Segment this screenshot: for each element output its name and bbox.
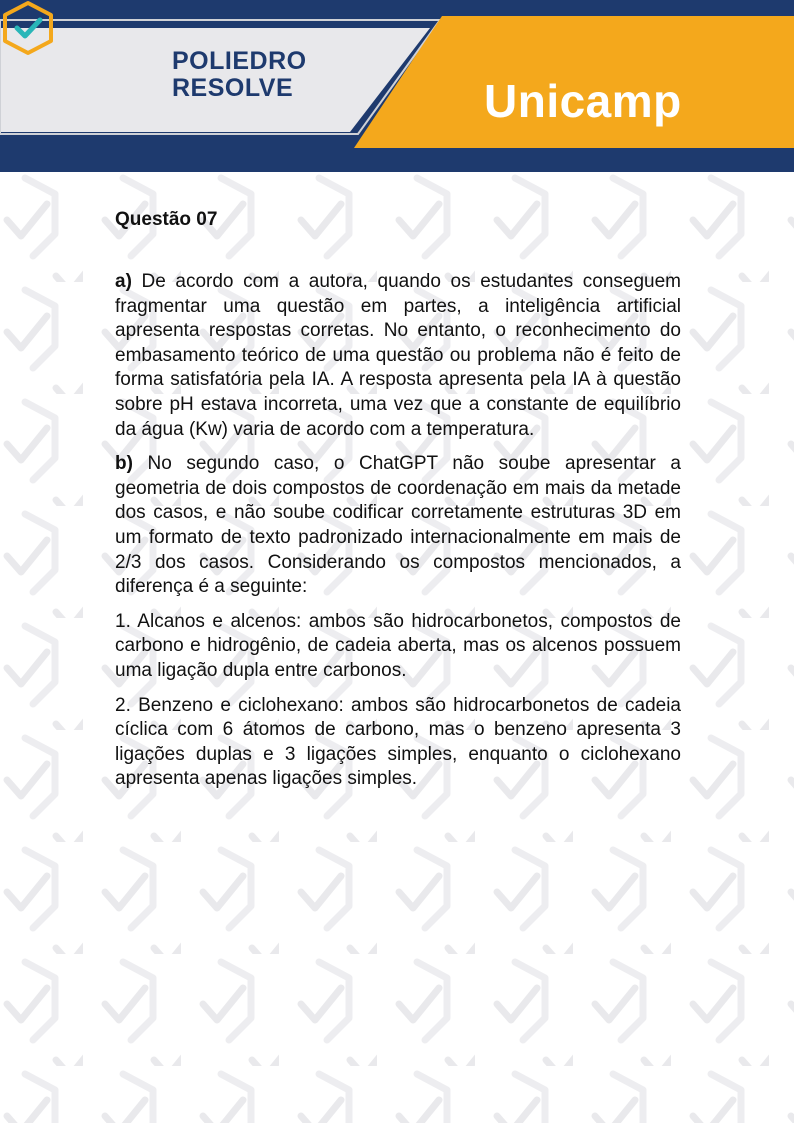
paragraph-text: 1. Alcanos e alcenos: ambos são hidrocarbonetos, compostos de carbono e hidrogênio, de cadeia aberta, mas os alcenos possuem uma ligação dupla entre carbonos. xyxy=(115,610,681,681)
question-title: Questão 07 xyxy=(115,209,218,230)
question-content xyxy=(115,208,681,802)
answer-paragraph-b xyxy=(115,452,681,600)
answer-item-2 xyxy=(115,694,681,792)
page-header xyxy=(0,0,794,172)
exam-title: Unicamp xyxy=(484,75,682,127)
paragraph-text: De acordo com a autora, quando os estudantes conseguem fragmentar uma questão em partes, a inteligência artificial apresenta respostas corretas. No entanto, o reconhecimento do embasamento teórico de uma questão ou problema não é feito de forma satisfatória pela IA. A resposta apresenta pela IA à questão sobre pH estava incorreta, uma vez que a constante de equilíbrio da água (Kw) varia de acordo com a temperatura. xyxy=(115,271,681,440)
answer-paragraph-a xyxy=(115,270,681,442)
paragraph-label: b) xyxy=(115,453,133,475)
paragraph-label: a) xyxy=(115,271,132,292)
paragraph-text: 2. Benzeno e ciclohexano: ambos são hidrocarbonetos de cadeia cíclica com 6 átomos de carbono, mas o benzeno apresenta 3 ligações duplas e 3 ligações simples, enquanto o ciclohexano apresenta apenas ligações simples. xyxy=(115,694,681,790)
brand-line-1: POLIEDRO xyxy=(172,47,307,75)
brand-logo-text xyxy=(172,49,307,103)
paragraph-text: No segundo caso, o ChatGPT não soube apresentar a geometria de dois compostos de coordenação em mais da metade dos casos, e não soube codificar corretamente estruturas 3D em um formato de texto padronizado internacionalmente em mais de 2/3 dos casos. Considerando os compostos mencionados, a diferença é a seguinte: xyxy=(115,453,681,598)
check-hexagon-icon xyxy=(0,0,56,56)
answer-item-1 xyxy=(115,610,681,684)
brand-line-2: RESOLVE xyxy=(172,74,294,102)
